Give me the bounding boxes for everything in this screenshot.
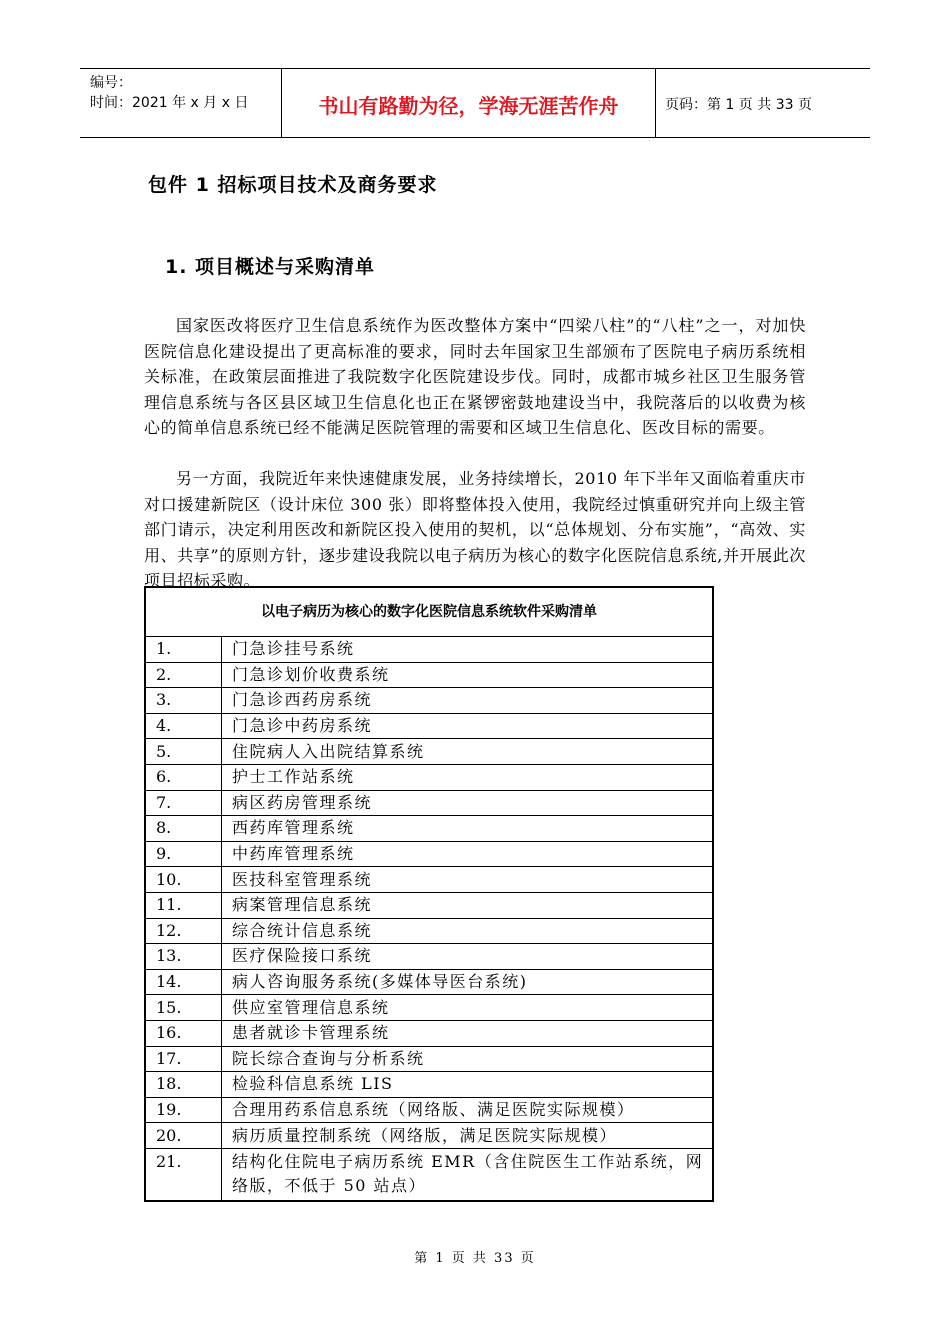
page-header xyxy=(80,68,870,138)
table-row xyxy=(145,739,713,765)
row-system-name: 门急诊西药房系统 xyxy=(222,688,714,714)
row-system-name: 合理用药系信息系统（网络版、满足医院实际规模） xyxy=(222,1097,714,1123)
row-number: 17. xyxy=(145,1046,222,1072)
table-row xyxy=(145,662,713,688)
table-row xyxy=(145,1148,713,1201)
table-row xyxy=(145,1123,713,1149)
row-number: 12. xyxy=(145,918,222,944)
table-row xyxy=(145,918,713,944)
procurement-table xyxy=(144,586,714,1202)
table-caption: 以电子病历为核心的数字化医院信息系统软件采购清单 xyxy=(145,587,713,637)
row-system-name: 病人咨询服务系统(多媒体导医台系统) xyxy=(222,969,714,995)
row-number: 18. xyxy=(145,1072,222,1098)
row-system-name: 患者就诊卡管理系统 xyxy=(222,1020,714,1046)
row-number: 14. xyxy=(145,969,222,995)
table-row xyxy=(145,1072,713,1098)
row-number: 11. xyxy=(145,892,222,918)
row-number: 6. xyxy=(145,764,222,790)
table-row xyxy=(145,969,713,995)
row-number: 3. xyxy=(145,688,222,714)
row-system-name: 病案管理信息系统 xyxy=(222,892,714,918)
table-row xyxy=(145,1046,713,1072)
row-number: 8. xyxy=(145,816,222,842)
row-system-name: 医技科室管理系统 xyxy=(222,867,714,893)
table-row xyxy=(145,892,713,918)
row-number: 13. xyxy=(145,944,222,970)
row-number: 7. xyxy=(145,790,222,816)
table-row xyxy=(145,816,713,842)
table-row xyxy=(145,790,713,816)
date-label: 时间：2021 年 x 月 x 日 xyxy=(90,95,249,111)
document-title: 包件 1 招标项目技术及商务要求 xyxy=(148,174,438,196)
row-number: 16. xyxy=(145,1020,222,1046)
table-row xyxy=(145,1020,713,1046)
table-row xyxy=(145,1097,713,1123)
table-row xyxy=(145,764,713,790)
row-system-name: 病区药房管理系统 xyxy=(222,790,714,816)
row-system-name: 结构化住院电子病历系统 EMR（含住院医生工作站系统，网络版，不低于 50 站点） xyxy=(222,1148,714,1201)
row-system-name: 院长综合查询与分析系统 xyxy=(222,1046,714,1072)
row-number: 21. xyxy=(145,1148,222,1201)
table-caption-row xyxy=(145,587,713,637)
row-system-name: 西药库管理系统 xyxy=(222,816,714,842)
row-system-name: 中药库管理系统 xyxy=(222,841,714,867)
row-number: 9. xyxy=(145,841,222,867)
row-number: 2. xyxy=(145,662,222,688)
table-row xyxy=(145,867,713,893)
row-system-name: 病历质量控制系统（网络版，满足医院实际规模） xyxy=(222,1123,714,1149)
header-motto: 书山有路勤为径，学海无涯苦作舟 xyxy=(318,94,619,118)
row-system-name: 护士工作站系统 xyxy=(222,764,714,790)
page-footer: 第 1 页 共 33 页 xyxy=(414,1251,536,1266)
header-meta xyxy=(90,73,280,113)
section-title: 1. 项目概述与采购清单 xyxy=(165,256,376,278)
header-page-info: 页码：第 1 页 共 33 页 xyxy=(665,97,812,113)
row-system-name: 检验科信息系统 LIS xyxy=(222,1072,714,1098)
row-number: 15. xyxy=(145,995,222,1021)
header-divider xyxy=(655,69,656,137)
paragraph-overview: 国家医改将医疗卫生信息系统作为医改整体方案中“四梁八柱”的“八柱”之一，对加快医院信息化建设提出了更高标准的要求，同时去年国家卫生部颁布了医院电子病历系统相关标准，在政策层面推进了我院数字化医院建设步伐。同时，成都市城乡社区卫生服务管理信息系统与各区县区域卫生信息化也正在紧锣密鼓地建设当中，我院落后的以收费为核心的简单信息系统已经不能满足医院管理的需要和区域卫生信息化、医改目标的需要。 xyxy=(144,316,806,438)
table-row xyxy=(145,637,713,663)
row-number: 1. xyxy=(145,637,222,663)
table-row xyxy=(145,841,713,867)
row-number: 4. xyxy=(145,713,222,739)
row-number: 20. xyxy=(145,1123,222,1149)
table-row xyxy=(145,713,713,739)
row-number: 10. xyxy=(145,867,222,893)
row-number: 5. xyxy=(145,739,222,765)
row-number: 19. xyxy=(145,1097,222,1123)
table-row xyxy=(145,944,713,970)
row-system-name: 供应室管理信息系统 xyxy=(222,995,714,1021)
row-system-name: 综合统计信息系统 xyxy=(222,918,714,944)
paragraph-background: 另一方面，我院近年来快速健康发展，业务持续增长，2010 年下半年又面临着重庆市对口援建新院区（设计床位 300 张）即将整体投入使用，我院经过慎重研究并向上级主管部门请示，决定利用医改和新院区投入使用的契机，以“总体规划、分布实施”，“高效、实用、共享”的原则方针，逐步建设我院以电子病历为核心的数字化医院信息系统,并开展此次项目招标采购。 xyxy=(144,469,806,591)
row-system-name: 门急诊挂号系统 xyxy=(222,637,714,663)
row-system-name: 医疗保险接口系统 xyxy=(222,944,714,970)
row-system-name: 住院病人入出院结算系统 xyxy=(222,739,714,765)
row-system-name: 门急诊中药房系统 xyxy=(222,713,714,739)
doc-number-label: 编号： xyxy=(90,75,132,91)
table-row xyxy=(145,995,713,1021)
table-row xyxy=(145,688,713,714)
row-system-name: 门急诊划价收费系统 xyxy=(222,662,714,688)
